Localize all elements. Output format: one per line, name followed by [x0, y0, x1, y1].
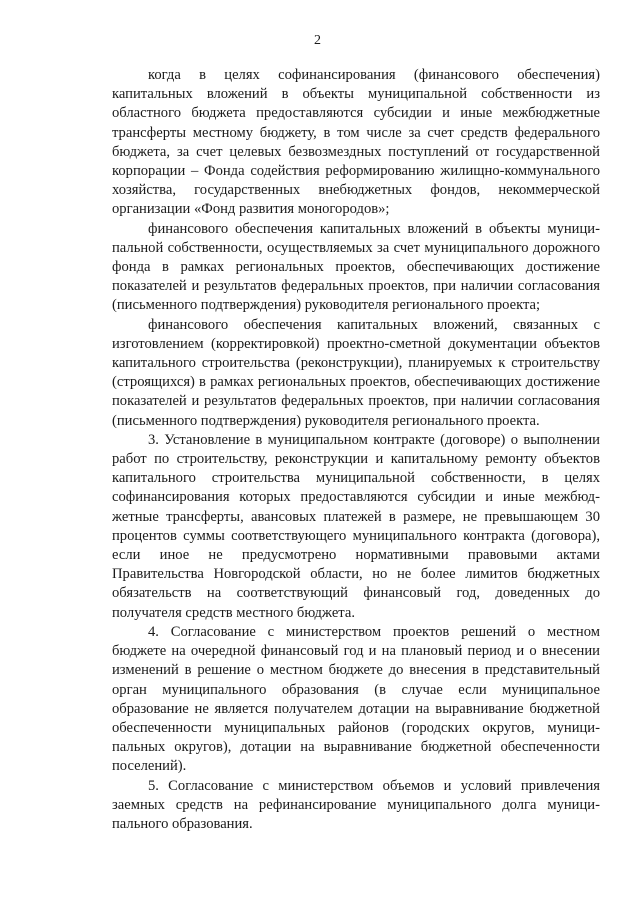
paragraph-cofinancing-capital-investments: когда в целях софинансирования (финансового обеспечения) капитальных вложений в объекты муниципальной собственности из областного бюджета предоставляются субсидии и иные межбюджетные трансферты местному бюджету, в том числе за счет средств федерального бюджета, за счет целевых безвозмездных поступлений от государственной корпорации – Фонда содействия реформированию жилищно-коммунального хозяйства, государственных внебюджетных фондов, некоммерческой организации «Фонд развития моногородов»;	[112, 67, 600, 218]
paragraph-item-5-borrowing-approval: 5. Согласование с министерством объемов и условий привлечения заемных средств на рефинансирование муниципального долга муниципального образования.	[112, 777, 600, 832]
paragraph-design-documentation-investments: финансового обеспечения капитальных вложений, связанных с изготовлением (корректировкой) проектно-сметной документации объектов капитального строительства (реконструкции), планируемых к строительству (строящихся) в рамках региональных проектов, обеспечивающих достижение показателей и результатов федеральных проектов, при наличии согласования (письменного подтверждения) руководителя регионального проекта.	[112, 316, 600, 429]
paragraph-road-fund-investments: финансового обеспечения капитальных вложений в объекты муниципальной собственности, осуществляемых за счет муниципального дорожного фонда в рамках региональных проектов, обеспечивающих достижение показателей и результатов федеральных проектов, при наличии согласования (письменного подтверждения) руководителя регионального проекта;	[112, 220, 600, 314]
paragraph-item-3-advance-payments: 3. Установление в муниципальном контракте (договоре) о выполнении работ по строительству, реконструкции и капитальному ремонту объектов капитального строительства муниципальной собственности, в целях софинансирования которых предоставляются субсидии и иные межбюджетные трансферты, авансовых платежей в размере, не превышающем 30 процентов суммы соответствующего муниципального контракта (договора), если иное не предусмотрено нормативными правовыми актами Правительства Новгородской области, но не более лимитов бюджетных обязательств на соответствующий финансовый год, доведенных до получателя средств местного бюджета.	[112, 431, 600, 621]
document-body	[112, 66, 600, 834]
paragraph-item-4-budget-approval: 4. Согласование с министерством проектов решений о местном бюджете на очередной финансовый год и на плановый период и о внесении изменений в решение о местном бюджете до внесения в представительный орган муниципального образования (в случае если муниципальное образование не является получателем дотации на выравнивание бюджетной обеспеченности муниципальных районов (городских округов, муниципальных округов), дотации на выравнивание бюджетной обеспеченности поселений).	[112, 623, 600, 775]
page-number: 2	[314, 33, 321, 48]
